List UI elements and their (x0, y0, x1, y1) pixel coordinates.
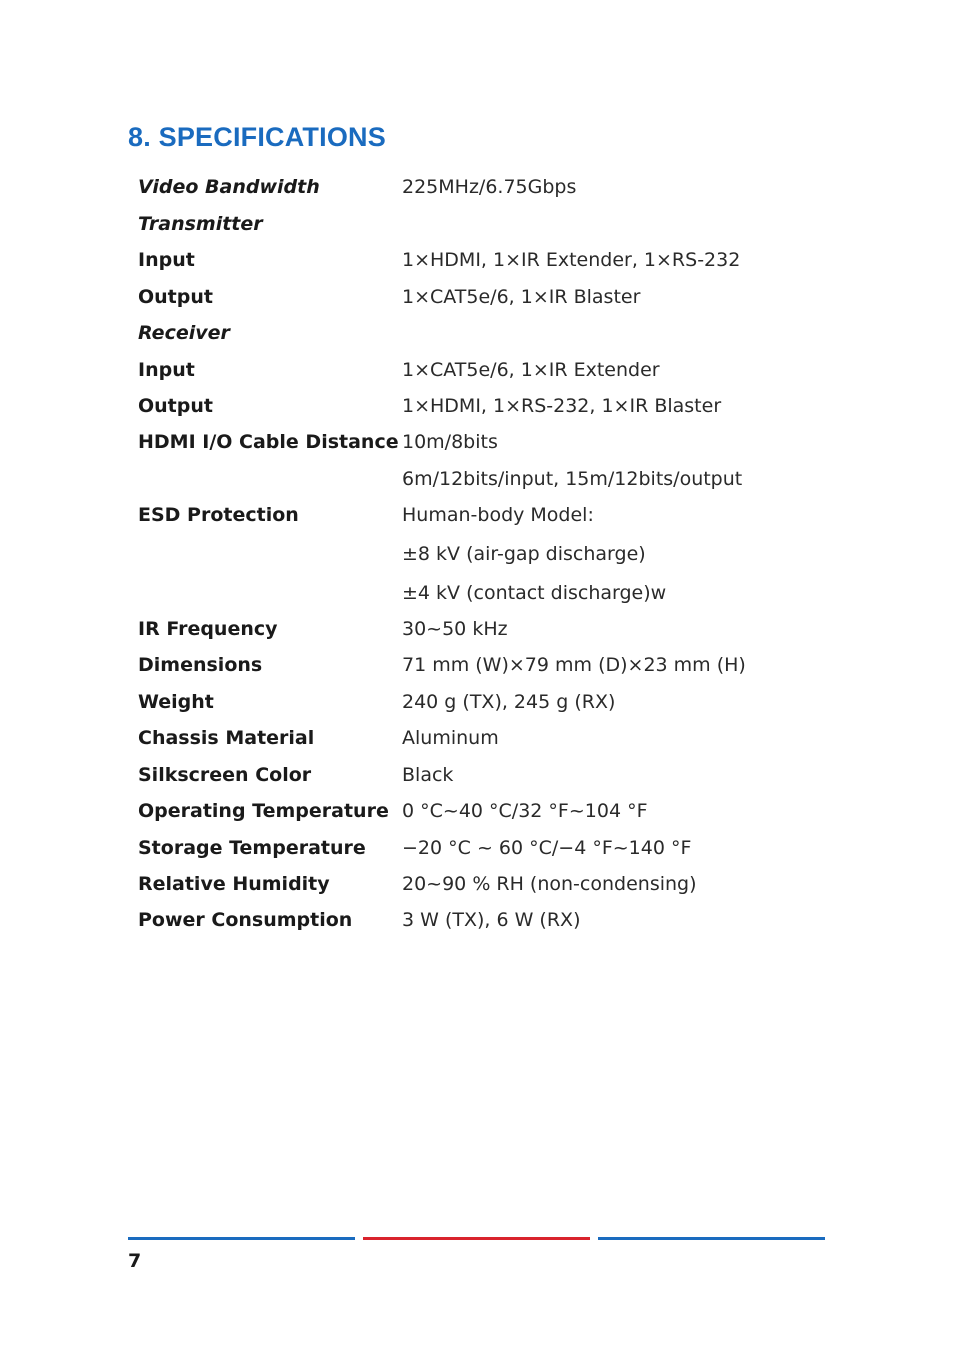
spec-value: Aluminum (402, 727, 499, 749)
spec-value: −20 °C ~ 60 °C/−4 °F~140 °F (402, 837, 692, 859)
spec-label: ESD Protection (138, 504, 299, 526)
spec-label: Output (138, 395, 213, 417)
spec-label: Input (138, 359, 195, 381)
spec-value: 10m/8bits (402, 431, 498, 453)
spec-label: HDMI I/O Cable Distance (138, 431, 399, 453)
spec-label: Silkscreen Color (138, 764, 312, 786)
spec-value: ±8 kV (air-gap discharge) (402, 543, 646, 565)
footer-rule-right (598, 1237, 825, 1240)
spec-value: Human-body Model: (402, 504, 594, 526)
spec-value: ±4 kV (contact discharge)w (402, 582, 667, 604)
spec-value: 1×HDMI, 1×RS-232, 1×IR Blaster (402, 395, 722, 417)
spec-label: Input (138, 249, 195, 271)
spec-value: 6m/12bits/input, 15m/12bits/output (402, 468, 743, 490)
spec-section-label: Transmitter (138, 213, 263, 235)
spec-label: Power Consumption (138, 909, 353, 931)
spec-label: Video Bandwidth (138, 176, 320, 198)
spec-label: Output (138, 286, 213, 308)
spec-value: 240 g (TX), 245 g (RX) (402, 691, 616, 713)
spec-value: 225MHz/6.75Gbps (402, 176, 577, 198)
spec-value: 1×CAT5e/6, 1×IR Blaster (402, 286, 641, 308)
spec-label: Storage Temperature (138, 837, 366, 859)
spec-value: 0 °C~40 °C/32 °F~104 °F (402, 800, 648, 822)
spec-value: 1×CAT5e/6, 1×IR Extender (402, 359, 660, 381)
spec-label: IR Frequency (138, 618, 278, 640)
spec-value: 30~50 kHz (402, 618, 508, 640)
spec-label: Relative Humidity (138, 873, 330, 895)
page-number: 7 (128, 1250, 142, 1272)
footer-rule-center (363, 1237, 590, 1240)
spec-label: Dimensions (138, 654, 263, 676)
spec-value: 20~90 % RH (non-condensing) (402, 873, 697, 895)
spec-label: Chassis Material (138, 727, 315, 749)
spec-value: 1×HDMI, 1×IR Extender, 1×RS-232 (402, 249, 741, 271)
spec-value: 71 mm (W)×79 mm (D)×23 mm (H) (402, 654, 746, 676)
spec-value: 3 W (TX), 6 W (RX) (402, 909, 581, 931)
page-title: 8. SPECIFICATIONS (128, 122, 386, 152)
spec-label: Weight (138, 691, 214, 713)
spec-section-label: Receiver (138, 322, 230, 344)
spec-label: Operating Temperature (138, 800, 389, 822)
footer-rule-left (128, 1237, 355, 1240)
spec-value: Black (402, 764, 454, 786)
